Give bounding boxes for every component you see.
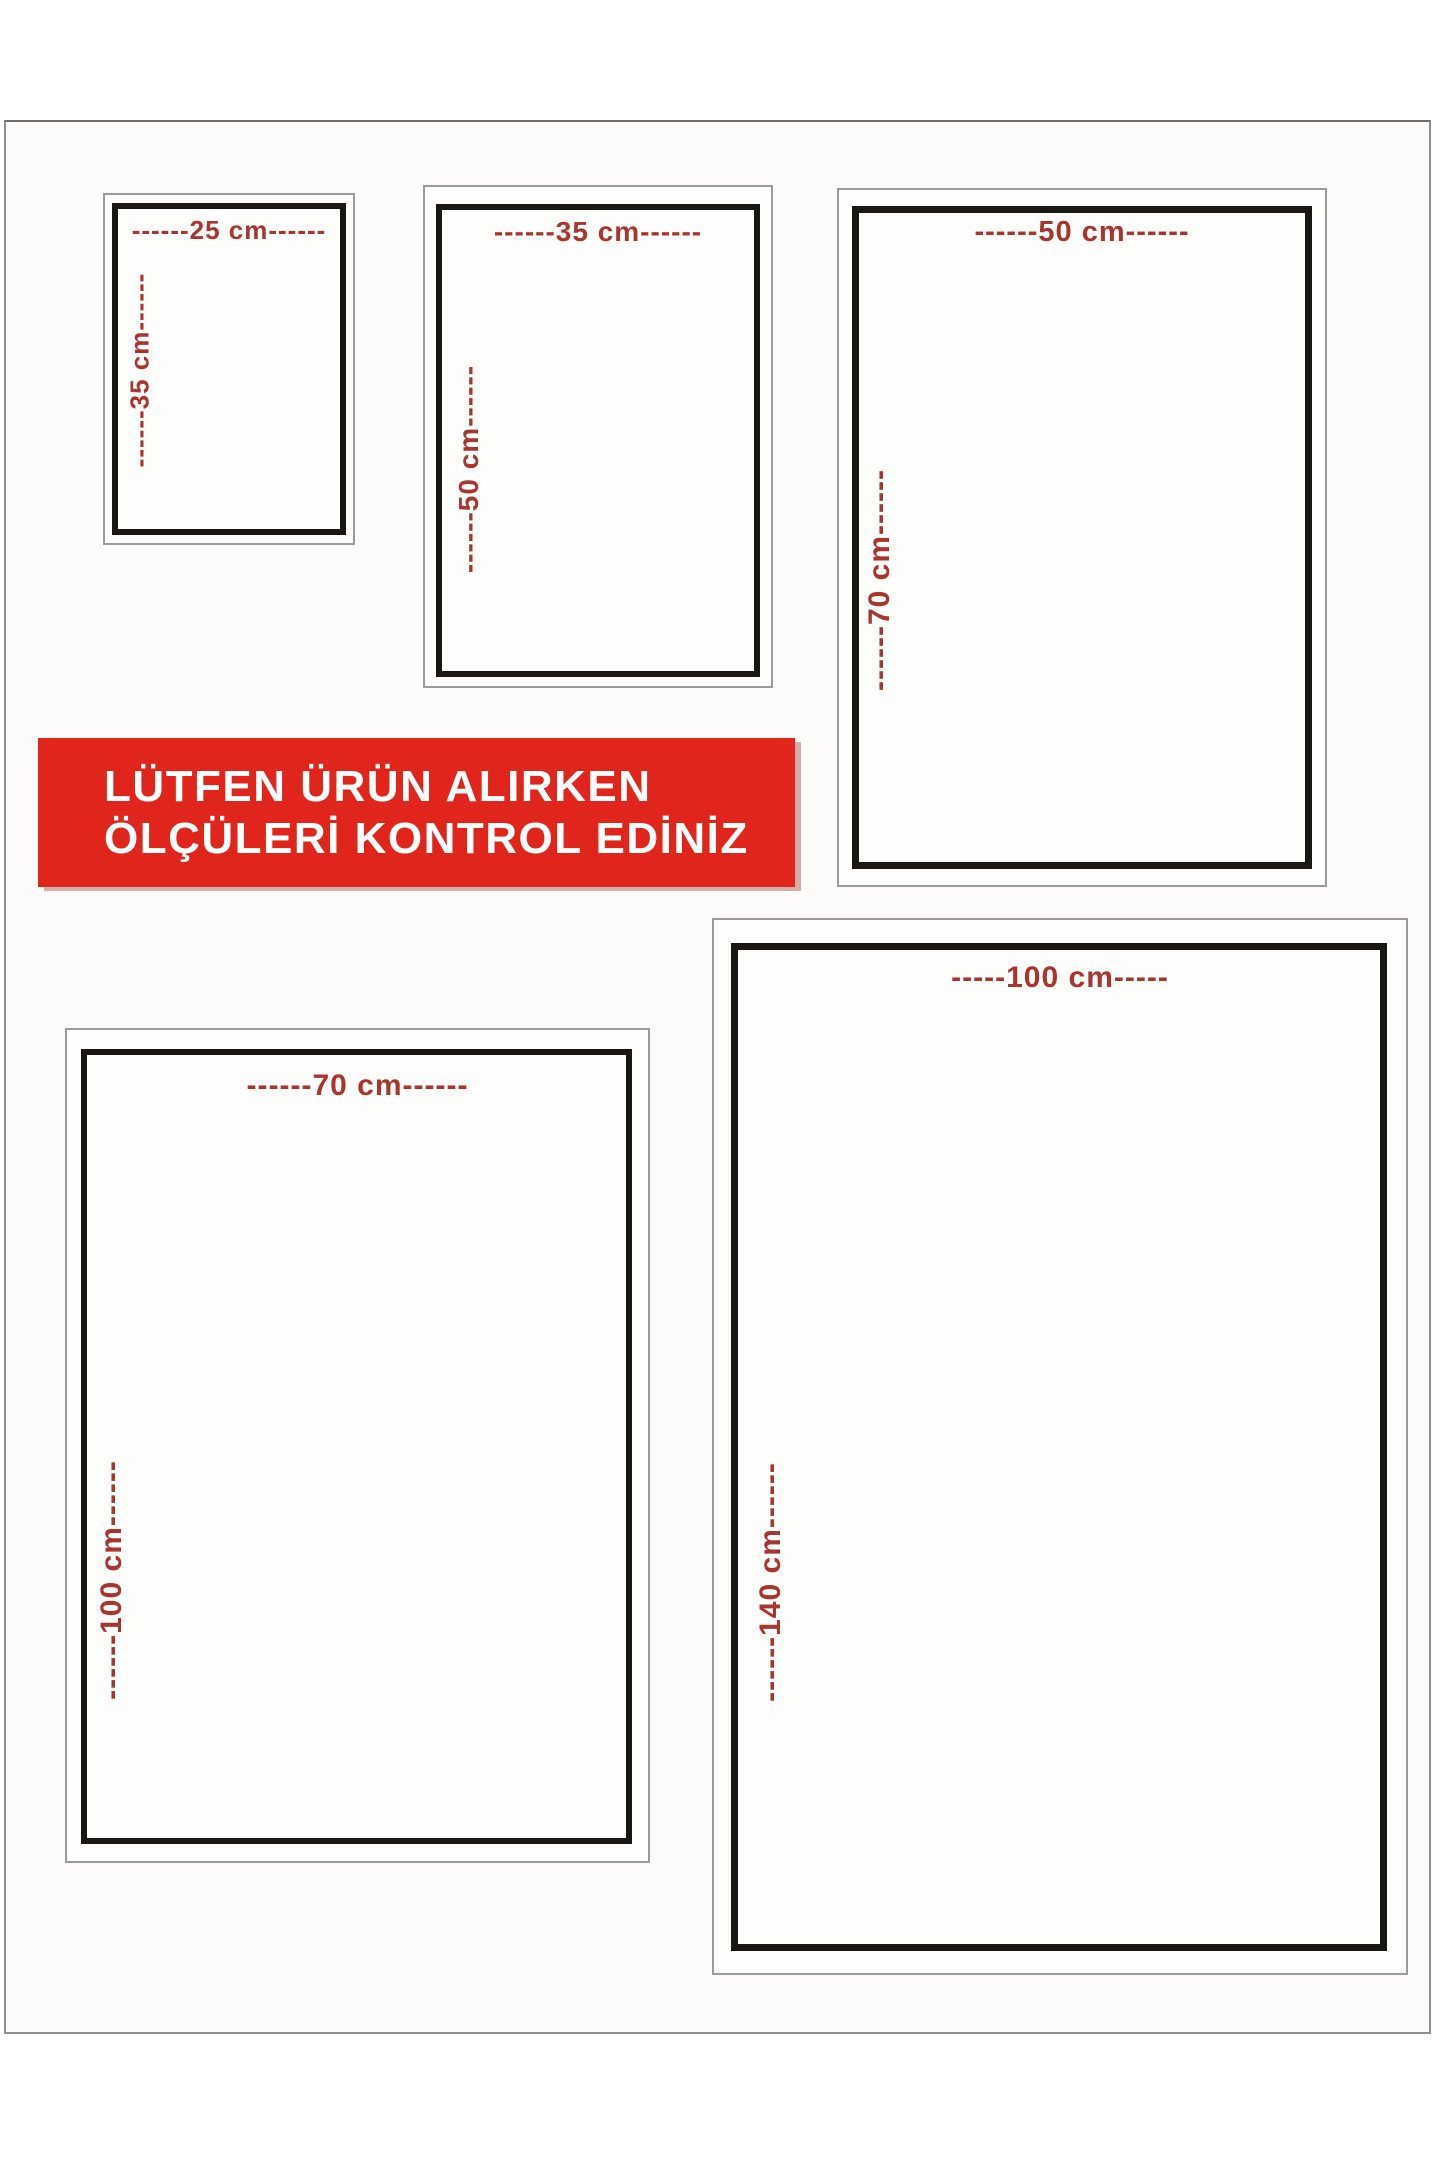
width-label-100cm: -----100 cm----- <box>951 961 1169 994</box>
size-box-35x50 <box>423 185 773 688</box>
width-label-35cm: ------35 cm------ <box>493 216 703 247</box>
size-box-50x70 <box>837 188 1327 887</box>
width-label-50cm: ------50 cm------ <box>974 216 1190 248</box>
warning-banner-line2: ÖLÇÜLERİ KONTROL EDİNİZ <box>104 813 749 863</box>
size-box-100x140-frame <box>731 943 1387 1951</box>
size-box-70x100-frame <box>81 1049 632 1844</box>
height-label-35cm: ------35 cm------ <box>124 272 155 468</box>
warning-banner <box>38 738 795 887</box>
width-label-70cm: ------70 cm------ <box>246 1069 469 1102</box>
size-box-50x70-frame <box>852 206 1312 869</box>
height-label-70cm: ------70 cm------ <box>863 469 896 691</box>
warning-banner-line1: LÜTFEN ÜRÜN ALIRKEN <box>104 761 652 811</box>
height-label-50cm: ------50 cm------ <box>453 364 484 574</box>
size-box-70x100 <box>65 1028 650 1863</box>
height-label-100cm: ------100 cm------ <box>95 1460 128 1700</box>
size-box-25x35 <box>103 193 355 545</box>
height-label-140cm: ------140 cm------ <box>754 1462 787 1702</box>
width-label-25cm: ------25 cm------ <box>131 215 327 245</box>
size-box-100x140 <box>712 918 1408 1975</box>
